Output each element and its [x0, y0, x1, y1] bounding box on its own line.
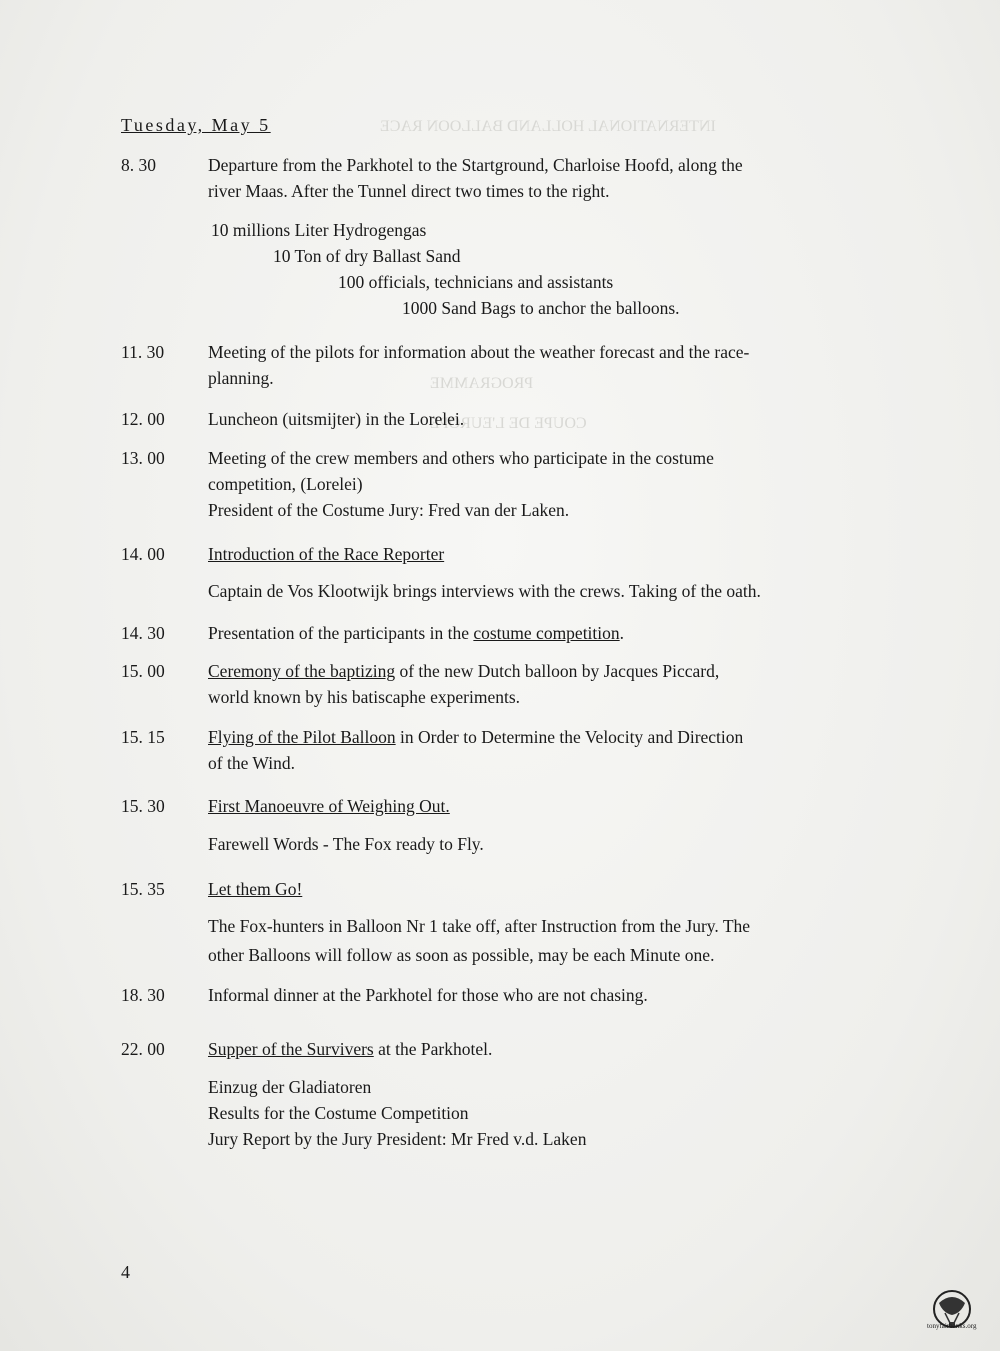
- bleed-through-text: COUPE DE L'EUROPE: [430, 415, 587, 432]
- entry-time: 15. 30: [121, 796, 165, 816]
- entry-time: 18. 30: [121, 985, 165, 1005]
- entry-line: Farewell Words - The Fox ready to Fly.: [208, 834, 484, 854]
- entry-line: Informal dinner at the Parkhotel for those who are not chasing.: [208, 985, 648, 1005]
- entry-line: in Order to Determine the Velocity and Direction: [395, 727, 744, 747]
- entry-text: [208, 339, 948, 391]
- entry-line: The Fox-hunters in Balloon Nr 1 take off, after Instruction from the Jury. The: [208, 916, 751, 936]
- entry-line: of the new Dutch balloon by Jacques Piccard,: [395, 661, 720, 681]
- entry-title: Flying of the Pilot Balloon: [208, 727, 396, 747]
- bleed-through-text: PROGRAMME: [430, 375, 534, 392]
- entry-time: 12. 00: [121, 409, 165, 429]
- entry-line: Captain de Vos Klootwijk brings interviews with the crews. Taking of the oath.: [208, 581, 761, 601]
- entry-title: Ceremony of the baptizing: [208, 661, 396, 681]
- entry-line: Jury Report by the Jury President: Mr Fred v.d. Laken: [208, 1129, 587, 1149]
- supply-line: 10 Ton of dry Ballast Sand: [273, 246, 461, 266]
- supply-line: 10 millions Liter Hydrogengas: [211, 220, 427, 240]
- entry-line: Presentation of the participants in the: [208, 623, 474, 643]
- entry-line: planning.: [208, 368, 274, 388]
- entry-text: [208, 724, 948, 776]
- supply-line: 100 officials, technicians and assistants: [338, 272, 614, 292]
- entry-time: 8. 30: [121, 155, 156, 175]
- entry-line: Departure from the Parkhotel to the Startground, Charloise Hoofd, along the: [208, 155, 743, 175]
- entry-text: [208, 876, 948, 970]
- entry-time: 11. 30: [121, 342, 165, 362]
- entry-line: river Maas. After the Tunnel direct two times to the right.: [208, 181, 610, 201]
- entry-line: world known by his batiscaphe experiments.: [208, 687, 521, 707]
- entry-line: Meeting of the pilots for information about the weather forecast and the race-: [208, 342, 750, 362]
- entry-line: President of the Costume Jury: Fred van der Laken.: [208, 500, 570, 520]
- supply-line: 1000 Sand Bags to anchor the balloons.: [402, 298, 680, 318]
- entry-time: 15. 00: [121, 661, 165, 681]
- entry-line: other Balloons will follow as soon as possible, may be each Minute one.: [208, 945, 715, 965]
- entry-time: 14. 30: [121, 623, 165, 643]
- entry-text: [208, 541, 948, 604]
- entry-line: Meeting of the crew members and others who participate in the costume: [208, 448, 714, 468]
- entry-time: 13. 00: [121, 448, 165, 468]
- entry-text: [208, 1036, 948, 1152]
- entry-text: [208, 152, 948, 204]
- entry-text: [208, 406, 948, 432]
- entry-text: [208, 982, 948, 1008]
- entry-time: 14. 00: [121, 544, 165, 564]
- bleed-through-text: INTERNATIONAL HOLLAND BALLOON RACE: [380, 118, 716, 135]
- entry-title: Let them Go!: [208, 879, 303, 899]
- entry-line: at the Parkhotel.: [373, 1039, 493, 1059]
- schedule-entry: [0, 152, 1000, 212]
- entry-time: 15. 15: [121, 727, 165, 747]
- entry-title: Supper of the Survivers: [208, 1039, 374, 1059]
- entry-text: [208, 658, 948, 710]
- entry-text: [208, 793, 948, 857]
- entry-title: First Manoeuvre of Weighing Out.: [208, 796, 450, 816]
- entry-line: .: [619, 623, 625, 643]
- entry-line: Luncheon (uitsmijter) in the Lorelei.: [208, 409, 465, 429]
- entry-title: costume competition: [473, 623, 620, 643]
- entry-title: Introduction of the Race Reporter: [208, 544, 445, 564]
- entry-line: Einzug der Gladiatoren: [208, 1077, 372, 1097]
- entry-line: of the Wind.: [208, 753, 295, 773]
- page-number: 4: [121, 1262, 130, 1282]
- entry-text: [208, 620, 948, 646]
- entry-line: competition, (Lorelei): [208, 474, 363, 494]
- watermark-text: tonyfairbanks.org: [927, 1322, 977, 1330]
- day-heading: Tuesday, May 5: [121, 115, 271, 135]
- entry-line: Results for the Costume Competition: [208, 1103, 469, 1123]
- entry-time: 15. 35: [121, 879, 165, 899]
- entry-text: [208, 445, 948, 523]
- entry-time: 22. 00: [121, 1039, 165, 1059]
